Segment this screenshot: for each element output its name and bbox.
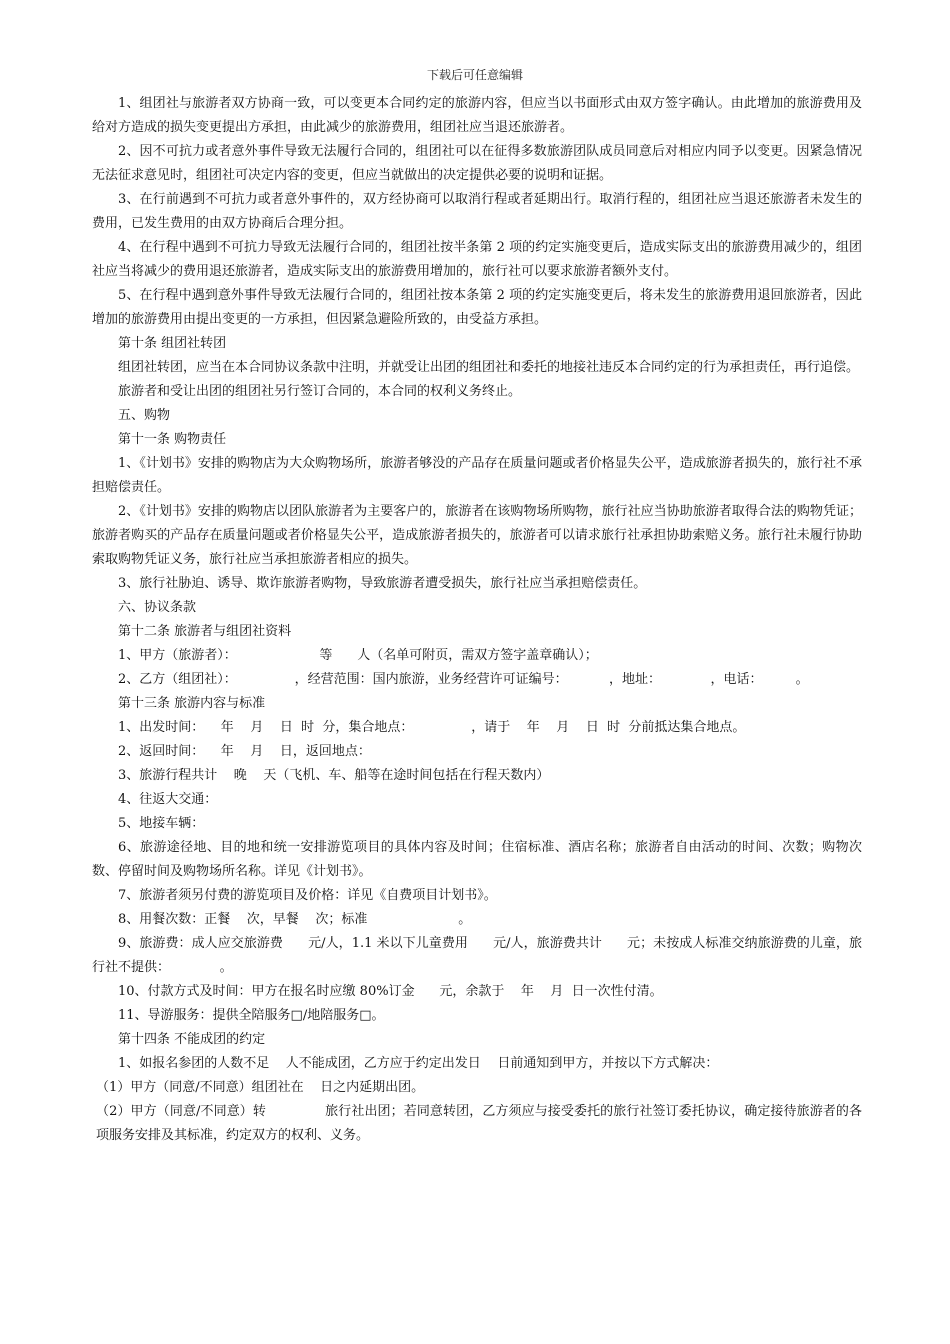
page-header: 下载后可任意编辑	[426, 68, 523, 82]
paragraph-13-6: 6、旅游途径地、目的地和统一安排游览项目的具体内容及时间；住宿标准、酒店名称；旅游者自由活动的时间、次数；购物次数、停留时间及购物场所名称。详见《计划书》。	[92, 840, 862, 879]
document-body	[92, 92, 862, 1148]
article-14-title: 第十四条 不能成团的约定	[118, 1032, 266, 1047]
paragraph-10-5: 5、在行程中遇到意外事件导致无法履行合同的，组团社按本条第 2 项的约定实施变更后，将未发生的旅游费用退回旅游者，因此增加的旅游费用由提出变更的一方承担，但因紧急避险所致的，由受益方承担。	[92, 288, 862, 327]
paragraph-14-1-option-2: （2）甲方（同意/不同意）转 旅行社出团；若同意转团，乙方须应与接受委托的旅行社签订委托协议，确定接待旅游者的各项服务安排及其标准，约定双方的权利、义务。	[96, 1104, 862, 1143]
paragraph-11-2: 2、《计划书》安排的购物店以团队旅游者为主要客户的，旅游者在该购物场所购物，旅行社应当协助旅游者取得合法的购物凭证；旅游者购买的产品存在质量问题或者价格显失公平，造成旅游者损失的，旅游者可以请求旅行社承担协助索赔义务。旅行社未履行协助索取购物凭证义务，旅行社应当承担旅游者相应的损失。	[92, 504, 862, 567]
paragraph-13-3: 3、旅游行程共计 晚 天（飞机、车、船等在途时间包括在行程天数内）	[118, 768, 550, 783]
article-12-title: 第十二条 旅游者与组团社资料	[118, 624, 292, 639]
paragraph-13-5: 5、地接车辆：	[118, 816, 205, 831]
paragraph-12-1: 1、甲方（旅游者）： 等 人（名单可附页，需双方签字盖章确认）；	[118, 648, 598, 663]
article-10-title: 第十条 组团社转团	[118, 336, 227, 351]
article-11-title: 第十一条 购物责任	[118, 432, 227, 447]
paragraph-12-2: 2、乙方（组团社）： ，经营范围：国内旅游，业务经营许可证编号： ，地址： ，电话： 。	[118, 672, 809, 687]
section-6-title: 六、协议条款	[118, 600, 197, 615]
section-5-title: 五、购物	[118, 408, 171, 423]
article-13-title: 第十三条 旅游内容与标准	[118, 696, 266, 711]
paragraph-transfer-end: 旅游者和受让出团的组团社另行签订合同的，本合同的权利义务终止。	[118, 384, 522, 399]
paragraph-13-4: 4、往返大交通：	[118, 792, 218, 807]
paragraph-10-2: 2、因不可抗力或者意外事件导致无法履行合同的，组团社可以在征得多数旅游团队成员同意后对相应内同予以变更。因紧急情况无法征求意见时，组团社可决定内容的变更，但应当就做出的决定提供必要的说明和证据。	[92, 144, 862, 183]
paragraph-13-8: 8、用餐次数：正餐 次，早餐 次；标准 。	[118, 912, 472, 927]
paragraph-10-4: 4、在行程中遇到不可抗力导致无法履行合同的，组团社按半条第 2 项的约定实施变更后，造成实际支出的旅游费用减少的，组团社应当将减少的费用退还旅游者，造成实际支出的旅游费用增加的，旅行社可以要求旅游者额外支付。	[92, 240, 862, 279]
paragraph-14-1: 1、如报名参团的人数不足 人不能成团，乙方应于约定出发日 日前通知到甲方，并按以下方式解决：	[118, 1056, 719, 1071]
paragraph-10-1: 1、组团社与旅游者双方协商一致，可以变更本合同约定的旅游内容，但应当以书面形式由双方签字确认。由此增加的旅游费用及给对方造成的损失变更提出方承担，由此减少的旅游费用，组团社应当退还旅游者。	[92, 96, 862, 135]
paragraph-11-3: 3、旅行社胁迫、诱导、欺诈旅游者购物，导致旅游者遭受损失，旅行社应当承担赔偿责任。	[118, 576, 647, 591]
paragraph-11-1: 1、《计划书》安排的购物店为大众购物场所，旅游者够没的产品存在质量问题或者价格显失公平，造成旅游者损失的，旅行社不承担赔偿责任。	[92, 456, 862, 495]
paragraph-13-10: 10、付款方式及时间：甲方在报名时应缴 80%订金 元，余款于 年 月 日一次性付清。	[118, 984, 663, 999]
paragraph-10-3: 3、在行前遇到不可抗力或者意外事件的，双方经协商可以取消行程或者延期出行。取消行程的，组团社应当退还旅游者未发生的费用，已发生费用的由双方协商后合理分担。	[92, 192, 862, 231]
paragraph-13-9: 9、旅游费：成人应交旅游费 元/人，1.1 米以下儿童费用 元/人，旅游费共计 元；未按成人标准交纳旅游费的儿童，旅行社不提供： 。	[92, 936, 862, 975]
paragraph-transfer: 组团社转团，应当在本合同协议条款中注明，并就受让出团的组团社和委托的地接社违反本合同约定的行为承担责任，再行追偿。	[118, 360, 860, 375]
paragraph-13-7: 7、旅游者须另付费的游览项目及价格：详见《自费项目计划书》。	[118, 888, 497, 903]
paragraph-13-1: 1、出发时间： 年 月 日 时 分，集合地点： ，请于 年 月 日 时 分前抵达集合地点。	[118, 720, 746, 735]
paragraph-13-11: 11、导游服务：提供全陪服务□/地陪服务□。	[118, 1008, 385, 1023]
paragraph-13-2: 2、返回时间： 年 月 日，返回地点：	[118, 744, 371, 759]
paragraph-14-1-option-1: （1）甲方（同意/不同意）组团社在 日之内延期出团。	[96, 1080, 425, 1095]
